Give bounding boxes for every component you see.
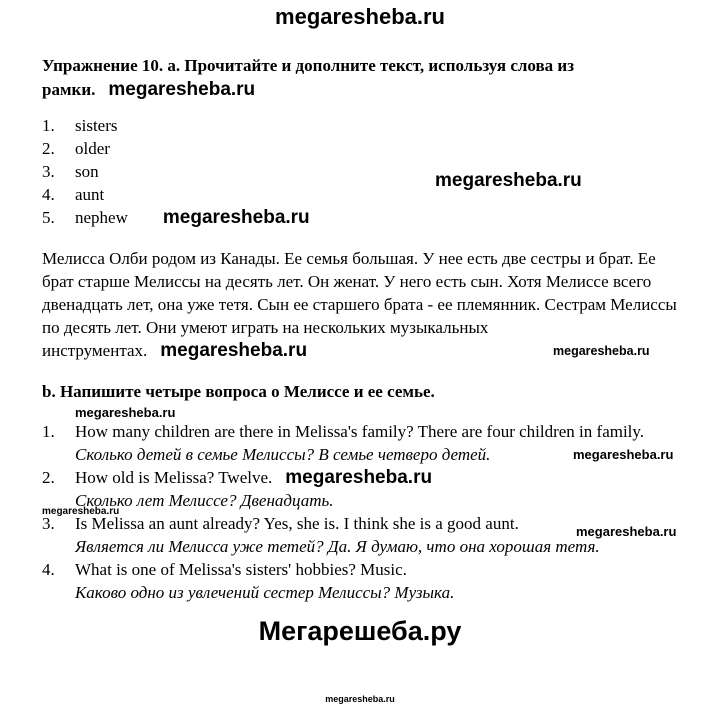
exercise-a-title (42, 54, 684, 102)
list-item-word: nephew (75, 208, 128, 227)
watermark-inline-title: megaresheba.ru (108, 79, 256, 100)
question-item (42, 558, 690, 604)
question-number: 4. (42, 560, 55, 579)
question-item (42, 466, 690, 512)
list-item (42, 160, 720, 183)
list-item-number: 4. (42, 185, 55, 204)
watermark-float-question-3-right: megaresheba.ru (576, 524, 677, 539)
question-russian: Сколько детей в семье Мелиссы? В семье четверо детей. (75, 445, 491, 464)
watermark-inline-nephew: megaresheba.ru (162, 207, 310, 228)
watermark-float-question-1-right: megaresheba.ru (573, 447, 674, 462)
list-item-word: aunt (75, 185, 105, 204)
list-item-number: 3. (42, 162, 55, 181)
question-russian: Является ли Мелисса уже тетей? Да. Я думаю, что она хорошая тетя. (75, 537, 600, 556)
footer-site-watermark: megaresheba.ru (325, 694, 395, 704)
question-number: 3. (42, 514, 55, 533)
watermark-float-paragraph-right: megaresheba.ru (553, 344, 650, 358)
question-english (75, 466, 690, 489)
exercise-b-title: b. Напишите четыре вопроса о Мелиссе и ее семье. (42, 382, 435, 401)
watermark-float-wordlist: megaresheba.ru (435, 170, 582, 191)
footer-brand: Мегарешеба.ру (258, 616, 462, 646)
list-item (42, 114, 720, 137)
watermark-tiny-question-2-left: megaresheba.ru (42, 506, 120, 517)
list-item-word: sisters (75, 116, 118, 135)
question-number: 2. (42, 468, 55, 487)
list-item-number: 1. (42, 116, 55, 135)
question-russian: Сколько лет Мелиссе? Двенадцать. (75, 491, 334, 510)
watermark-inline-paragraph: megaresheba.ru (160, 340, 308, 361)
list-item-number: 5. (42, 208, 55, 227)
watermark-inline-question-2: megaresheba.ru (285, 467, 433, 488)
question-english: What is one of Melissa's sisters' hobbies? Music. (75, 560, 407, 579)
question-content (75, 558, 690, 604)
exercise-a-text-body: Мелисса Олби родом из Канады. Ее семья большая. У нее есть две сестры и брат. Ее брат старше Мелиссы на десять лет. Он женат. У него есть сын. Хотя Мелиссе всего двенадцать лет, она уже тетя. Сын ее старшего брата - ее племянник. Сестрам Мелиссы по десять лет. Они умеют играть на нескольких музыкальных инструментах. (42, 249, 677, 360)
exercise-a-title-text: Упражнение 10. a. Прочитайте и дополните текст, используя слова из рамки. (42, 56, 575, 99)
question-english: Is Melissa an aunt already? Yes, she is. I think she is a good aunt. (75, 514, 519, 533)
watermark-small-under-title-b: megaresheba.ru (75, 405, 176, 420)
list-item-word: son (75, 162, 99, 181)
list-item (42, 206, 720, 229)
question-english-text: How old is Melissa? Twelve. (75, 468, 273, 487)
question-number: 1. (42, 422, 55, 441)
question-english: How many children are there in Melissa's family? There are four children in family. (75, 422, 645, 441)
word-box-list (42, 114, 720, 229)
list-item (42, 137, 720, 160)
list-item-number: 2. (42, 139, 55, 158)
list-item (42, 183, 720, 206)
question-content (75, 466, 690, 512)
site-header-watermark: megaresheba.ru (275, 4, 445, 29)
list-item-word: older (75, 139, 110, 158)
question-russian: Каково одно из увлечений сестер Мелиссы? Музыка. (75, 583, 455, 602)
